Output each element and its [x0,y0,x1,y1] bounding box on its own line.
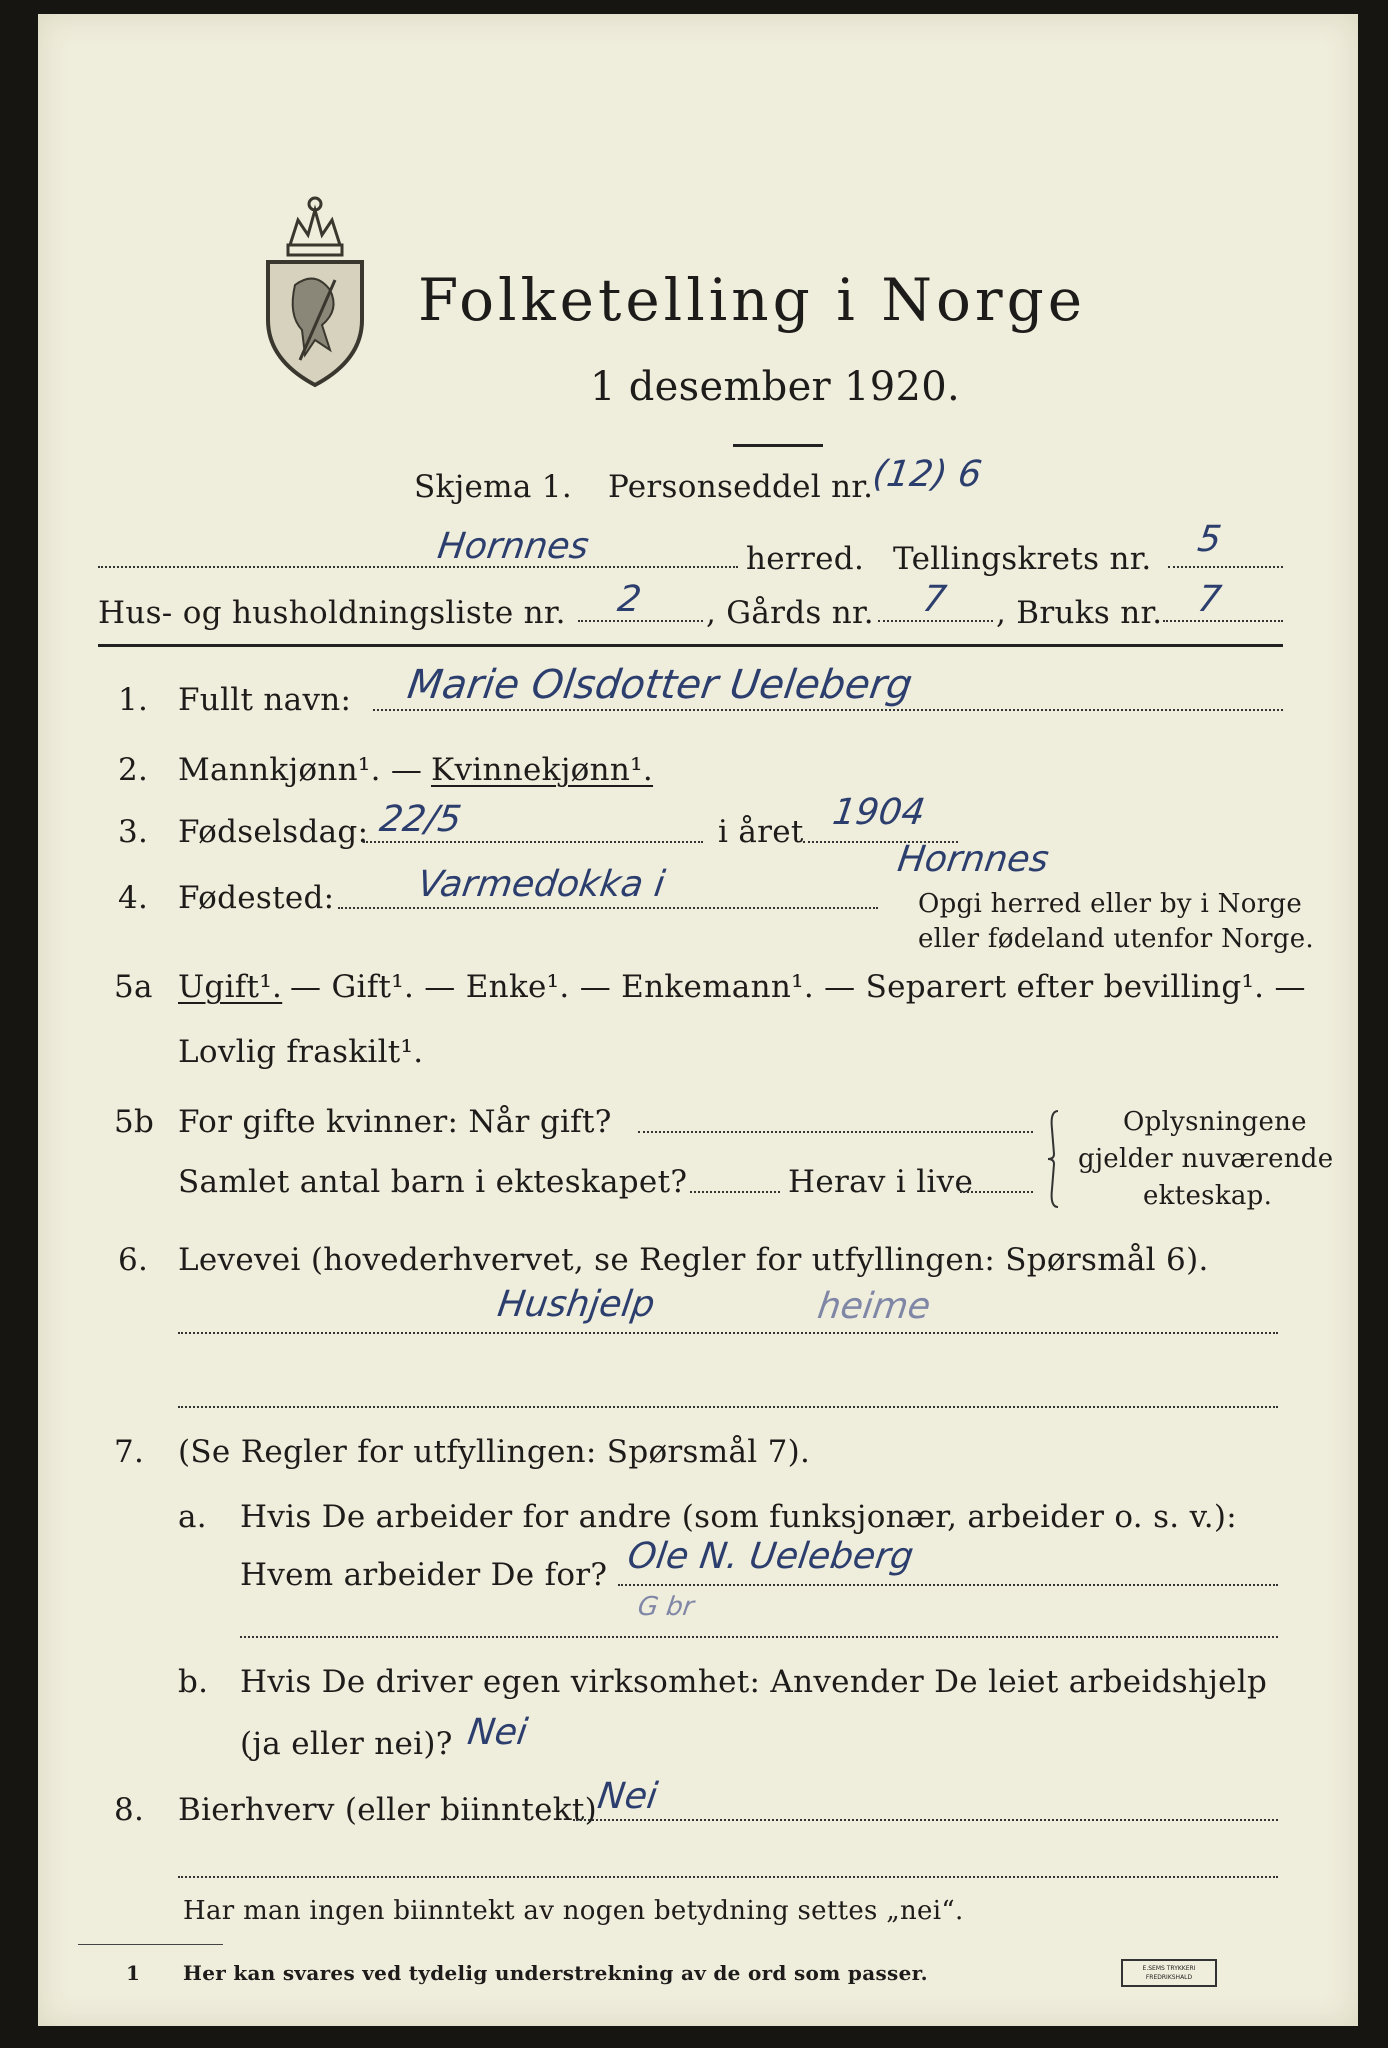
q7b-text: Hvis De driver egen virksomhet: Anvender De leiet arbeidshjelp [240,1664,1268,1700]
tellingskrets-label: Tellingskrets nr. [893,541,1152,577]
side-income-field-line-2 [178,1876,1278,1878]
census-date: 1 desember 1920. [590,364,960,410]
occupation-value[interactable]: Hushjelp [495,1284,658,1325]
husliste-value[interactable]: 2 [615,579,644,620]
i-live-field-line [960,1191,1033,1193]
footnote-mark: 1 [126,1961,141,1985]
q5b-label-3: Herav i live [788,1164,974,1200]
herred-label: herred. [746,541,865,577]
q7-label: (Se Regler for utfyllingen: Spørsmål 7). [178,1434,811,1470]
kvinnekjonn-option[interactable]: Kvinnekjønn¹. [431,752,654,788]
q8-label: Bierhverv (eller biinntekt) [178,1792,598,1828]
q5b-note-3: ekteskap. [1143,1181,1273,1211]
skjema-label: Skjema 1. [414,469,572,505]
q6-number: 6. [118,1242,149,1278]
q7b-number: b. [178,1664,209,1700]
q1-field-line [373,709,1283,711]
q6-label: Levevei (hovederhvervet, se Regler for utfyllingen: Spørsmål 6). [178,1242,1209,1278]
husliste-field-line [578,620,703,622]
occupation-field-line-2 [178,1406,1278,1408]
birth-year-value[interactable]: 1904 [830,792,928,833]
personseddel-value[interactable]: (12) 6 [870,454,985,495]
q3-number: 3. [118,814,149,850]
footer-note: Har man ingen biinntekt av nogen betydning settes „nei“. [183,1896,964,1926]
gards-value[interactable]: 7 [920,579,949,620]
occupation-field-line-1 [178,1332,1278,1334]
footnote-text: Her kan svares ved tydelig understrekning av de ord som passer. [183,1961,928,1985]
herred-value[interactable]: Hornnes [435,526,592,567]
q2-number: 2. [118,752,149,788]
birthplace-value-2[interactable]: Hornnes [895,839,1052,880]
side-income-value[interactable]: Nei [595,1776,660,1817]
q5b-label: For gifte kvinner: Når gift? [178,1104,612,1140]
birthplace-field-line [338,907,878,909]
q7a-text: Hvis De arbeider for andre (som funksjonær, arbeider o. s. v.): [240,1499,1238,1535]
birthplace-note-1: Opgi herred eller by i Norge [918,889,1303,919]
mannkjonn-option[interactable]: Mannkjønn¹. — [178,752,423,788]
employer-field-line [618,1584,1278,1586]
q1-number: 1. [118,682,149,718]
q5b-label-2: Samlet antal barn i ekteskapet? [178,1164,688,1200]
q7a-question: Hvem arbeider De for? [240,1557,608,1593]
employer-note: G br [635,1592,696,1622]
q5b-number: 5b [114,1104,155,1140]
occupation-value-2[interactable]: heime [815,1286,934,1327]
q8-number: 8. [114,1792,145,1828]
bruks-label: , Bruks nr. [996,595,1163,631]
census-form [38,14,1358,2026]
tellingskrets-value[interactable]: 5 [1195,519,1224,560]
hired-help-value[interactable]: Nei [465,1712,530,1753]
full-name-value[interactable]: Marie Olsdotter Ueleberg [404,662,916,708]
bracket-divider [1046,1109,1066,1209]
q5b-note-2: gjelder nuværende [1078,1144,1334,1174]
ugift-option[interactable]: Ugift¹. [178,969,283,1005]
tellingskrets-field-line [1168,566,1283,568]
birthday-value[interactable]: 22/5 [377,799,464,840]
employer-value[interactable]: Ole N. Ueleberg [625,1536,916,1577]
herred-field-line [98,566,738,568]
q7a-number: a. [178,1499,207,1535]
personseddel-label: Personseddel nr. [608,469,874,505]
q7-number: 7. [114,1434,145,1470]
gards-label: , Gårds nr. [706,595,874,631]
footnote-divider [78,1944,223,1945]
q5b-note-1: Oplysningene [1123,1107,1307,1137]
q7b-question: (ja eller nei)? [240,1726,453,1762]
q4-number: 4. [118,880,149,916]
title-divider [733,444,823,447]
gards-field-line [878,620,993,622]
q4-label: Fødested: [178,880,335,916]
birthday-field-line [363,841,703,843]
birthplace-value[interactable]: Varmedokka i [415,864,668,905]
bruks-value[interactable]: 7 [1195,579,1224,620]
birthplace-note-2: eller fødeland utenfor Norge. [918,924,1314,954]
printer-stamp [1121,1959,1217,1987]
q5a-number: 5a [114,969,153,1005]
form-title: Folketelling i Norge [418,266,1087,334]
coat-of-arms-emblem [260,190,370,390]
employer-field-line-2 [240,1636,1278,1638]
side-income-field-line [573,1819,1278,1821]
marital-status-options[interactable]: — Gift¹. — Enke¹. — Enkemann¹. — Separert efter bevilling¹. — [290,969,1306,1005]
lovlig-fraskilt-option[interactable]: Lovlig fraskilt¹. [178,1034,424,1070]
q1-label: Fullt navn: [178,682,352,718]
barn-field-line [690,1191,780,1193]
year-label: i året [718,814,804,850]
header-divider [98,644,1283,647]
printer-stamp-text: E.SEMS TRYKKERI FREDRIKSHALD [1142,1965,1196,1981]
bruks-field-line [1163,620,1283,622]
q3-label: Fødselsdag: [178,814,369,850]
husholdningsliste-label: Hus- og husholdningsliste nr. [98,595,566,631]
nar-gift-field-line [638,1131,1033,1133]
